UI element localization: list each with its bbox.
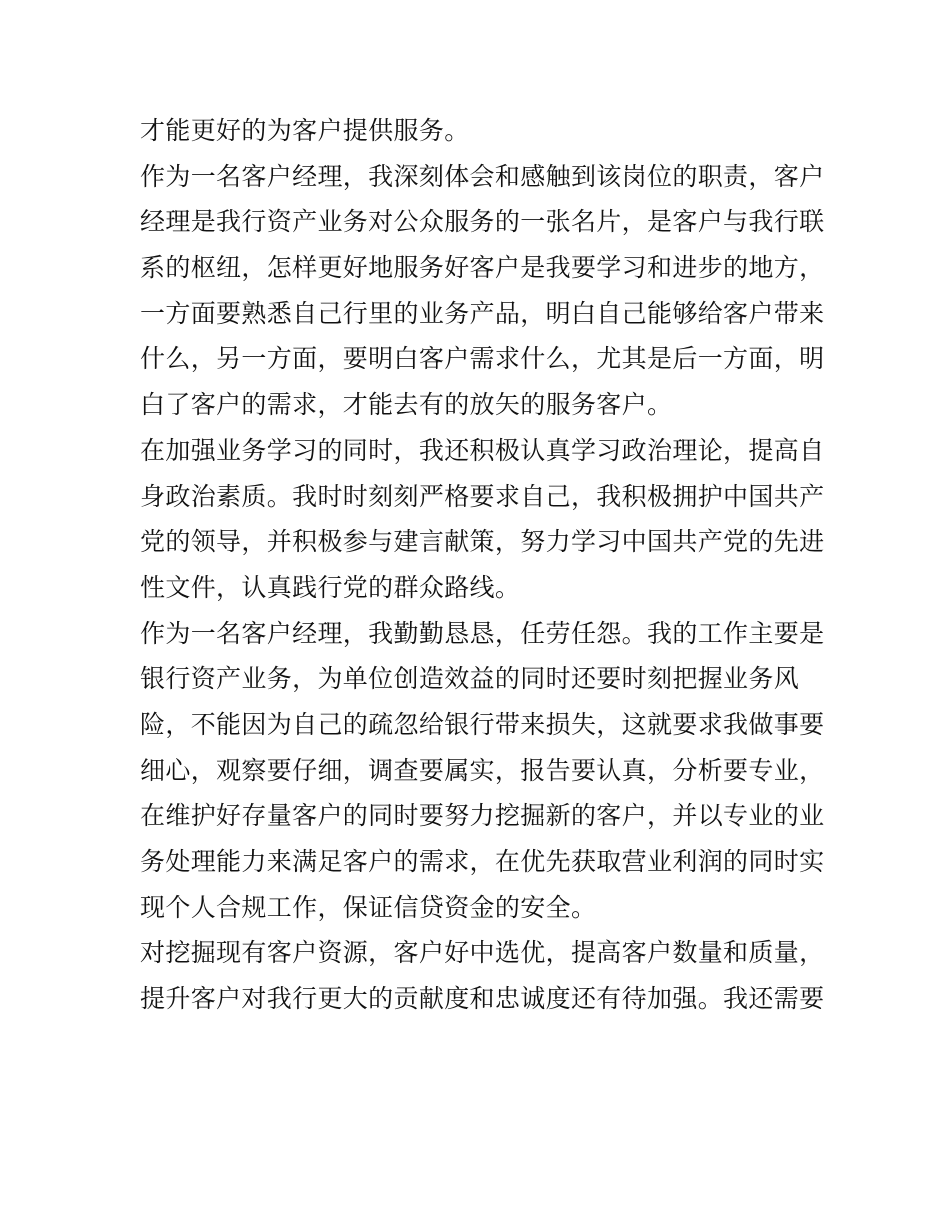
text-line: 系的枢纽，怎样更好地服务好客户是我要学习和进步的地方， [140,253,825,283]
text-line: 作为一名客户经理，我深刻体会和感触到该岗位的职责，客户 [140,161,825,191]
text-line: 对挖掘现有客户资源，客户好中选优，提高客户数量和质量， [140,938,825,968]
text-line: 细心，观察要仔细，调查要属实，报告要认真，分析要专业， [140,755,825,785]
text-line: 提升客户对我行更大的贡献度和忠诚度还有待加强。我还需要 [140,984,825,1014]
text-line: 性文件，认真践行党的群众路线。 [140,572,521,602]
text-line: 现个人合规工作，保证信贷资金的安全。 [140,892,597,922]
text-line: 作为一名客户经理，我勤勤恳恳，任劳任怨。我的工作主要是 [140,618,825,648]
text-line: 一方面要熟悉自己行里的业务产品，明白自己能够给客户带来 [140,298,825,328]
text-line: 才能更好的为客户提供服务。 [140,116,470,145]
document-body [140,108,825,1022]
text-line: 身政治素质。我时时刻刻严格要求自己，我积极拥护中国共产 [140,481,825,511]
text-line: 在加强业务学习的同时，我还积极认真学习政治理论，提高自 [140,435,825,465]
text-line: 经理是我行资产业务对公众服务的一张名片，是客户与我行联 [140,207,825,237]
text-line: 党的领导，并积极参与建言献策，努力学习中国共产党的先进 [140,527,825,557]
text-line: 白了客户的需求，才能去有的放矢的服务客户。 [140,390,673,420]
text-line: 在维护好存量客户的同时要努力挖掘新的客户，并以专业的业 [140,801,825,831]
text-line: 险，不能因为自己的疏忽给银行带来损失，这就要求我做事要 [140,709,825,739]
text-line: 务处理能力来满足客户的需求，在优先获取营业利润的同时实 [140,847,825,876]
text-line: 银行资产业务，为单位创造效益的同时还要时刻把握业务风 [140,664,800,694]
text-line: 什么，另一方面，要明白客户需求什么，尤其是后一方面，明 [140,344,825,374]
